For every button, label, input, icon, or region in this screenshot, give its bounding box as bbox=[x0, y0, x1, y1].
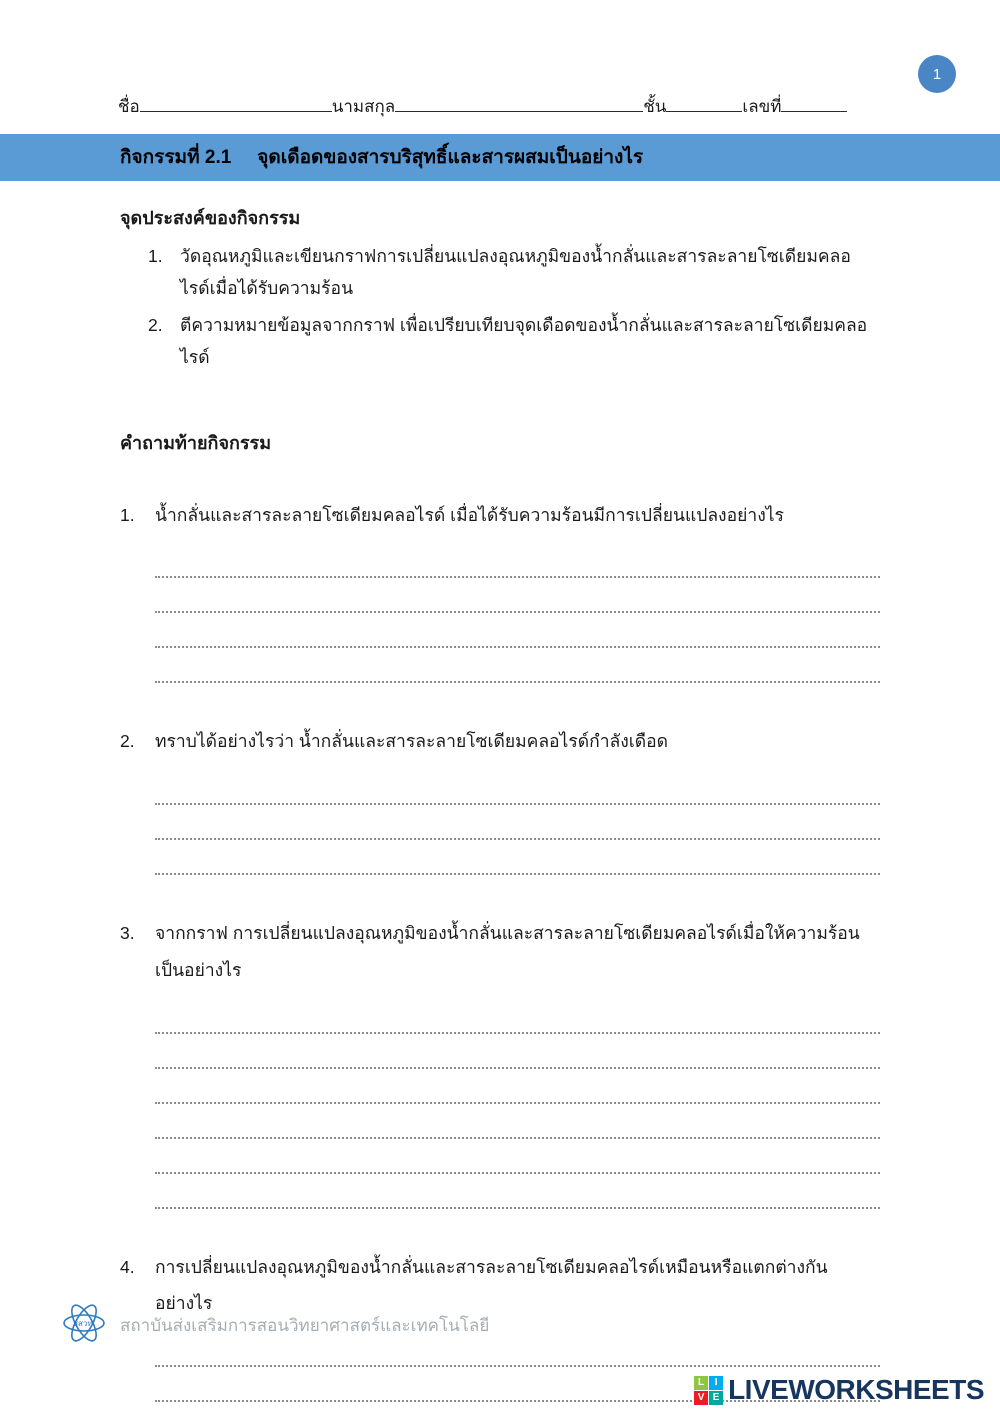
question-block-1 bbox=[120, 497, 880, 684]
objective-number: 1. bbox=[148, 246, 163, 266]
answer-line[interactable] bbox=[155, 578, 880, 613]
answer-line[interactable] bbox=[155, 1174, 880, 1209]
question-block-3 bbox=[120, 915, 880, 1209]
question-number: 3. bbox=[120, 923, 135, 943]
class-field[interactable] bbox=[666, 90, 742, 112]
objective-number: 2. bbox=[148, 314, 163, 335]
worksheet-body bbox=[120, 203, 880, 1414]
answer-lines bbox=[155, 999, 880, 1209]
brand-tile: E bbox=[709, 1391, 723, 1405]
answer-line[interactable] bbox=[155, 1034, 880, 1069]
questions-heading: คำถามท้ายกิจกรรม bbox=[120, 432, 272, 453]
question-text: การเปลี่ยนแปลงอุณหภูมิของน้ำกลั่นและสารละลายโซเดียมคลอไรด์เหมือนหรือแตกต่างกันอย่างไร bbox=[155, 1256, 828, 1314]
objective-item bbox=[148, 240, 880, 305]
page-number: 1 bbox=[932, 65, 942, 83]
number-field[interactable] bbox=[781, 90, 847, 112]
institute-name: สถาบันส่งเสริมการสอนวิทยาศาสตร์และเทคโนโลยี bbox=[120, 1316, 490, 1335]
class-label: ชั้น bbox=[643, 97, 667, 116]
ipst-logo-text: สสวท. bbox=[73, 1319, 95, 1328]
question-number: 1. bbox=[120, 504, 135, 525]
answer-line[interactable] bbox=[155, 648, 880, 683]
question-text: ทราบได้อย่างไรว่า น้ำกลั่นและสารละลายโซเดียมคลอไรด์กำลังเดือด bbox=[155, 731, 669, 752]
answer-line[interactable] bbox=[155, 613, 880, 648]
answer-line[interactable] bbox=[155, 1069, 880, 1104]
objectives-heading: จุดประสงค์ของกิจกรรม bbox=[120, 208, 301, 228]
brand-tile: L bbox=[694, 1376, 708, 1390]
objective-text: วัดอุณหภูมิและเขียนกราฟการเปลี่ยนแปลงอุณหภูมิของน้ำกลั่นและสารละลายโซเดียมคลอไรด์เมื่อได้รับความร้อน bbox=[180, 246, 851, 299]
question-text: น้ำกลั่นและสารละลายโซเดียมคลอไรด์ เมื่อได้รับความร้อนมีการเปลี่ยนแปลงอย่างไร bbox=[155, 504, 784, 525]
question-block-2 bbox=[120, 723, 880, 875]
answer-line[interactable] bbox=[155, 543, 880, 578]
surname-label: นามสกุล bbox=[331, 97, 396, 116]
liveworksheets-tiles-icon bbox=[694, 1376, 723, 1405]
question-number: 2. bbox=[120, 731, 135, 752]
name-field[interactable] bbox=[140, 90, 332, 112]
answer-lines bbox=[155, 770, 880, 875]
activity-title: จุดเดือดของสารบริสุทธิ์และสารผสมเป็นอย่างไร bbox=[257, 147, 644, 168]
answer-line[interactable] bbox=[155, 805, 880, 840]
student-info-header bbox=[118, 0, 882, 120]
objective-text: ตีความหมายข้อมูลจากกราฟ เพื่อเปรียบเทียบจุดเดือดของน้ำกลั่นและสารละลายโซเดียมคลอไรด์ bbox=[180, 314, 868, 368]
answer-line[interactable] bbox=[155, 840, 880, 875]
brand-tile: I bbox=[709, 1376, 723, 1390]
question-number: 4. bbox=[120, 1256, 135, 1277]
answer-lines bbox=[155, 543, 880, 683]
number-label: เลขที่ bbox=[742, 97, 782, 116]
activity-label: กิจกรรมที่ 2.1 bbox=[120, 147, 232, 168]
name-label: ชื่อ bbox=[118, 97, 140, 116]
objective-item bbox=[148, 309, 880, 374]
brand-tile: V bbox=[694, 1391, 708, 1405]
answer-line[interactable] bbox=[155, 770, 880, 805]
page-number-badge bbox=[918, 55, 956, 93]
question-text: จากกราฟ การเปลี่ยนแปลงอุณหภูมิของน้ำกลั่นและสารละลายโซเดียมคลอไรด์เมื่อให้ความร้อนเป็นอย่างไร bbox=[155, 923, 860, 980]
answer-line[interactable] bbox=[155, 1139, 880, 1174]
answer-line[interactable] bbox=[155, 1104, 880, 1139]
ipst-atom-logo bbox=[60, 1299, 108, 1352]
institute-footer bbox=[60, 1299, 489, 1352]
surname-field[interactable] bbox=[395, 90, 643, 112]
answer-line[interactable] bbox=[155, 999, 880, 1034]
liveworksheets-logo bbox=[694, 1374, 984, 1406]
activity-title-banner bbox=[0, 134, 1000, 181]
objectives-list bbox=[148, 240, 880, 374]
liveworksheets-wordmark: LIVEWORKSHEETS bbox=[728, 1374, 984, 1405]
